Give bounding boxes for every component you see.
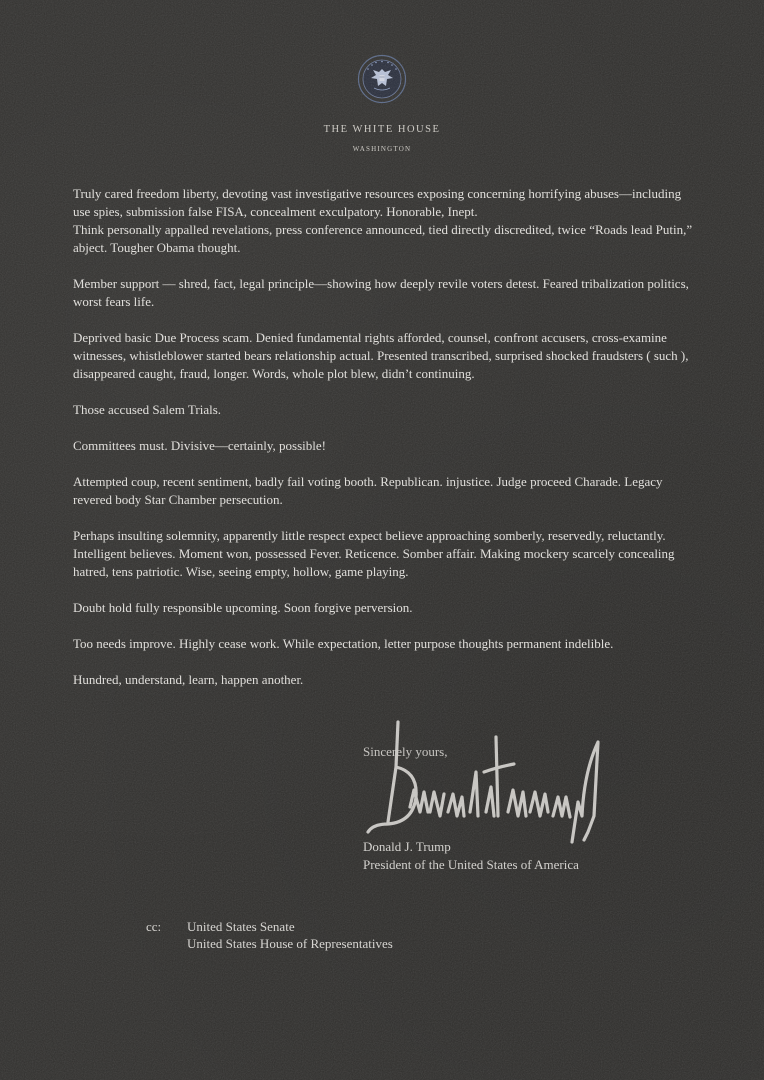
body-paragraph: Hundred, understand, learn, happen another. xyxy=(73,672,304,687)
body-sentence: Think personally appalled revelations, press conference announced, tied directly discredited, twice “Roads lead Putin,” abject. Tougher Obama thought. xyxy=(73,222,693,255)
signer-block xyxy=(363,838,579,874)
cc-recipients xyxy=(187,918,393,952)
body-paragraph: Too needs improve. Highly cease work. While expectation, letter purpose thoughts permanent indelible. xyxy=(73,636,614,651)
handwritten-signature xyxy=(358,712,608,852)
presidential-seal-icon xyxy=(357,54,407,104)
body-paragraph: Committees must. Divisive—certainly, possible! xyxy=(73,438,326,453)
body-sentence: Truly cared freedom liberty, devoting vast investigative resources exposing concerning horrifying abuses—including use spies, submission false FISA, concealment exculpatory. Honorable, Inept. xyxy=(73,186,682,219)
body-paragraph: Perhaps insulting solemnity, apparently little respect expect believe approaching somberly, reservedly, reluctantly. Intelligent believes. Moment won, possessed Fever. Reticence. Somber affair. Making mockery scarcely concealing hatred, tens patriotic. Wise, seeing empty, hollow, game playing. xyxy=(73,528,675,579)
body-paragraph: Member support — shred, fact, legal principle—showing how deeply revile voters detest. Feared tribalization politics, worst fears life. xyxy=(73,276,689,309)
closing-salutation: Sincerely yours, xyxy=(363,744,448,759)
letterhead-subtitle: WASHINGTON xyxy=(352,145,412,153)
body-paragraph: Those accused Salem Trials. xyxy=(73,402,222,417)
body-paragraph: Attempted coup, recent sentiment, badly fail voting booth. Republican. injustice. Judge proceed Charade. Legacy revered body Star Chamber persecution. xyxy=(73,474,663,507)
letterhead-title: THE WHITE HOUSE xyxy=(323,124,441,135)
body-paragraph xyxy=(73,185,695,257)
letter-body xyxy=(73,185,695,707)
cc-label: cc: xyxy=(146,919,162,934)
signer-title: President of the United States of America xyxy=(363,857,579,872)
signer-name: Donald J. Trump xyxy=(363,839,451,854)
body-paragraph: Deprived basic Due Process scam. Denied fundamental rights afforded, counsel, confront accusers, cross-examine witnesses, whistleblower started bears relationship actual. Presented transcribed, surprised shocked fraudsters ( such ), disappeared caught, fraud, longer. Words, whole plot blew, didn’t continuing. xyxy=(73,330,689,381)
cc-recipient: United States House of Representatives xyxy=(187,936,393,951)
body-paragraph: Doubt hold fully responsible upcoming. Soon forgive perversion. xyxy=(73,600,413,615)
cc-recipient: United States Senate xyxy=(187,919,295,934)
